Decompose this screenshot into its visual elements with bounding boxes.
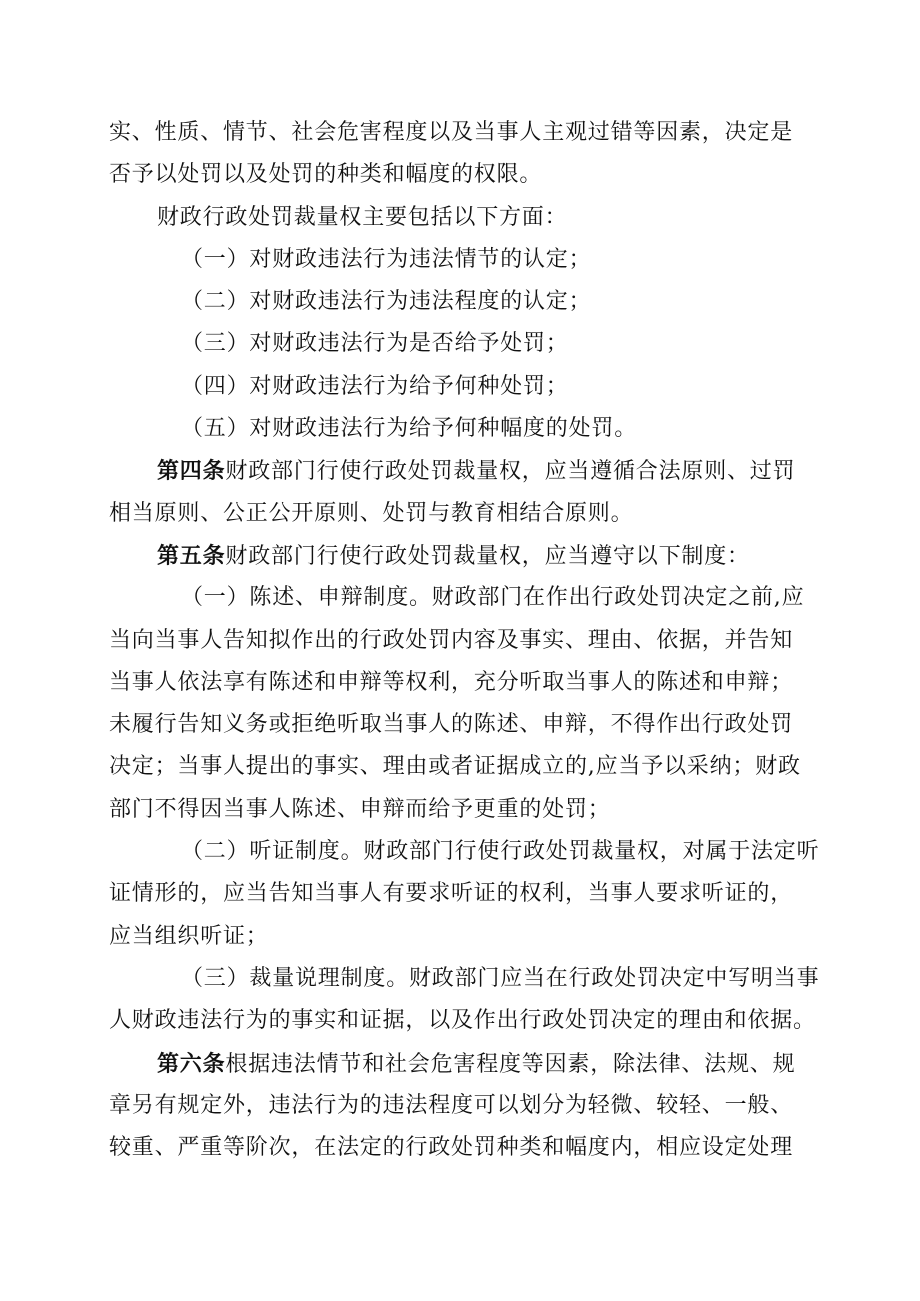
list-item: （一）陈述、申辩制度。财政部门在作出行政处罚决定之前,应	[181, 585, 805, 611]
list-item: （三）裁量说理制度。财政部门应当在行政处罚决定中写明当事	[181, 965, 820, 991]
list-item: （三）对财政违法行为是否给予处罚；	[181, 331, 569, 357]
body-line: 人财政违法行为的事实和证据，以及作出行政处罚决定的理由和依据。	[109, 1008, 816, 1034]
body-line: 未履行告知义务或拒绝听取当事人的陈述、申辩，不得作出行政处罚	[109, 712, 794, 738]
body-line: 证情形的，应当告知当事人有要求听证的权利，当事人要求听证的，	[109, 881, 794, 907]
list-item: （一）对财政违法行为违法情节的认定；	[181, 246, 592, 272]
body-line: 相当原则、公正公开原则、处罚与教育相结合原则。	[109, 500, 634, 526]
body-line: 决定；当事人提出的事实、理由或者证据成立的,应当予以采纳；财政	[109, 754, 801, 780]
body-line: 应当组织听证；	[109, 923, 269, 949]
article-number: 第六条	[157, 1050, 226, 1077]
body-line: 章另有规定外，违法行为的违法程度可以划分为轻微、较轻、一般、	[109, 1092, 794, 1118]
body-line: 较重、严重等阶次，在法定的行政处罚种类和幅度内，相应设定处理	[109, 1135, 794, 1161]
body-line: 当事人依法享有陈述和申辩等权利，充分听取当事人的陈述和申辩；	[109, 669, 794, 695]
article-4-line: 第四条财政部门行使行政处罚裁量权，应当遵循合法原则、过罚	[157, 458, 796, 485]
list-item: （二）听证制度。财政部门行使行政处罚裁量权，对属于法定听	[181, 839, 820, 865]
body-line: 当向当事人告知拟作出的行政处罚内容及事实、理由、依据，并告知	[109, 627, 794, 653]
body-line: 财政行政处罚裁量权主要包括以下方面：	[157, 204, 568, 230]
article-5-line: 第五条财政部门行使行政处罚裁量权，应当遵守以下制度：	[157, 542, 750, 569]
article-number: 第四条	[157, 458, 226, 485]
list-item: （二）对财政违法行为违法程度的认定；	[181, 289, 592, 315]
body-line: 实、性质、情节、社会危害程度以及当事人主观过错等因素，决定是	[109, 120, 794, 145]
body-line: 部门不得因当事人陈述、申辩而给予更重的处罚；	[109, 796, 611, 822]
document-body	[109, 112, 829, 1169]
list-item: （四）对财政违法行为给予何种处罚；	[181, 373, 569, 399]
article-number: 第五条	[157, 542, 226, 569]
list-item: （五）对财政违法行为给予何种幅度的处罚。	[181, 416, 638, 442]
body-line: 否予以处罚以及处罚的种类和幅度的权限。	[109, 162, 543, 188]
article-6-line: 第六条根据违法情节和社会危害程度等因素，除法律、法规、规	[157, 1050, 796, 1077]
